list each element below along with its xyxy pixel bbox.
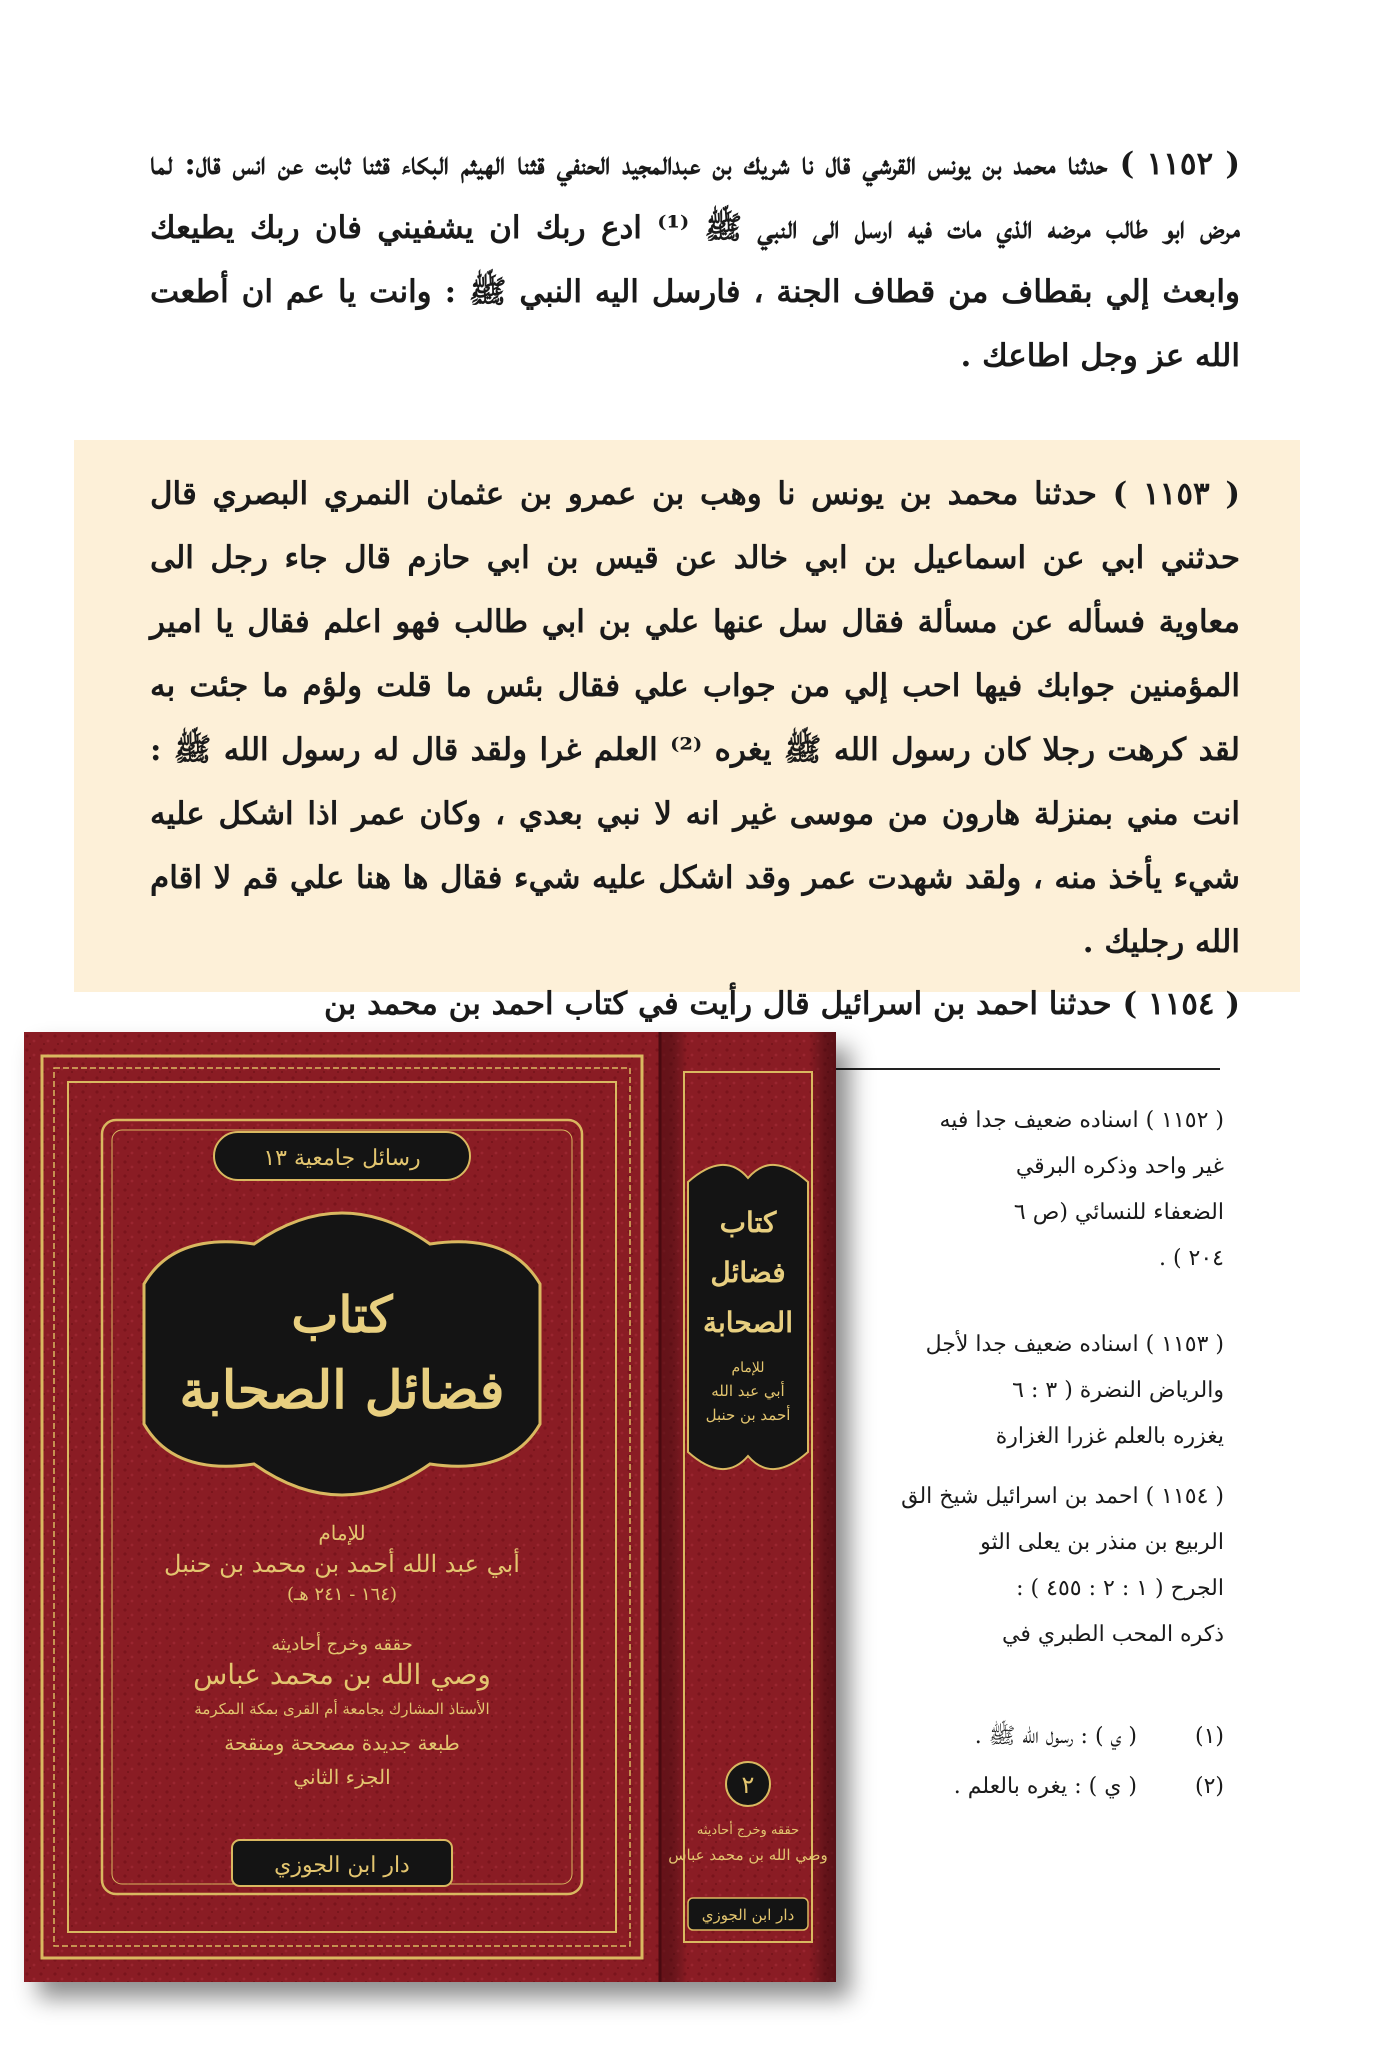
- footnote-line: الضعفاء للنسائي (ص ٦: [1013, 1200, 1224, 1225]
- footnote-line: الربيع بن منذر بن يعلى الثو: [980, 1530, 1224, 1555]
- spine-volume: ٢: [741, 1771, 755, 1799]
- note-text: ( ي ) : يغره بالعلم .: [953, 1774, 1137, 1799]
- cover-title-1: كتاب: [291, 1285, 393, 1344]
- hadith-1153: ( ١١٥٣ ) حدثنا محمد بن يونس نا وهب بن عمرو بن عثمان النمري البصري قال حدثني ابي عن اسماعيل بن ابي خالد عن قيس بن ابي حازم قال جاء رجل الى معاوية فسأله عن مسألة فقال سل عنها علي بن ابي طالب فهو اعلم فقال يا امير المؤمنين جوابك فيها احب إلي من جواب علي فقال بئس ما قلت ولؤم ما جئت به لقد كرهت رجلا كان رسول الله ﷺ يغره ⁽²⁾ العلم غرا ولقد قال له رسول الله ﷺ : انت مني بمنزلة هارون من موسى غير انه لا نبي بعدي ، وكان عمر اذا اشكل عليه شيء يأخذ منه ، ولقد شهدت عمر وقد اشكل عليه شيء فقال ها هنا علي قم لا اقام الله رجليك .: [150, 476, 1240, 960]
- footnote-line: يغزره بالعلم غزرا الغزارة: [995, 1424, 1224, 1449]
- editor-name: وصي الله بن محمد عباس: [193, 1658, 491, 1691]
- spine-title-3: الصحابة: [702, 1306, 794, 1339]
- note-number: (١): [1194, 1724, 1224, 1749]
- footnote-line: ( ١١٥٤ ) احمد بن اسرائيل شيخ الق: [901, 1484, 1224, 1509]
- footnote-1152: [804, 1098, 1224, 1282]
- footnote-1153: [804, 1322, 1224, 1460]
- part-label: الجزء الثاني: [293, 1765, 391, 1789]
- hadith-1152: ( ١١٥٢ ) حدثنا محمد بن يونس القرشي قال نا شريك بن عبدالمجيد الحنفي قثنا الهيثم البكاء قثنا ثابت عن انس قال: لما مرض ابو طالب مرضه الذي مات فيه ارسل الى النبي ﷺ ⁽¹⁾ ادع ربك ان يشفيني فان ربك يطيعك وابعث إلي بقطاف من قطاف الجنة ، فارسل اليه النبي ﷺ : وانت يا عم ان أطعت الله عز وجل اطاعك .: [150, 146, 1240, 374]
- author-dates: (١٦٤ - ٢٤١ هـ): [286, 1584, 398, 1605]
- note-2: [804, 1762, 1224, 1812]
- spine-author-1: أبي عبد الله: [711, 1382, 785, 1400]
- footnote-line: ٢٠٤ ) .: [1158, 1246, 1224, 1271]
- spine-author-2: أحمد بن حنبل: [705, 1406, 791, 1424]
- book-cover-image: [24, 1032, 836, 1982]
- spine-imam: للإمام: [731, 1360, 765, 1376]
- author-name: أبي عبد الله أحمد بن محمد بن حنبل: [164, 1550, 520, 1578]
- editor-label: حققه وخرج أحاديثه: [271, 1634, 413, 1655]
- publisher-label: دار ابن الجوزي: [274, 1853, 410, 1878]
- spine-editor-label: حققه وخرج أحاديثه: [696, 1823, 800, 1838]
- footnote-notes: [804, 1712, 1224, 1812]
- note-1: [804, 1712, 1224, 1762]
- footnote-line: ذكره المحب الطبري في: [1002, 1622, 1224, 1647]
- note-text: ( ي ) : رسول الله ﷺ .: [974, 1724, 1137, 1749]
- footnote-1154: [804, 1474, 1224, 1658]
- footnote-divider: [820, 1068, 1220, 1070]
- edition-label: طبعة جديدة مصححة ومنقحة: [224, 1731, 460, 1755]
- footnote-line: والرياض النضرة ( ٣ : ٦: [1012, 1378, 1224, 1403]
- imam-label: للإمام: [318, 1521, 366, 1545]
- footnote-line: ( ١١٥٢ ) اسناده ضعيف جدا فيه: [939, 1108, 1224, 1133]
- footnote-line: الجرح ( ١ : ٢ : ٤٥٥ ) :: [1016, 1576, 1224, 1601]
- cover-title-2: فضائل الصحابة: [179, 1360, 505, 1421]
- hadith-1154: ( ١١٥٤ ) حدثنا احمد بن اسرائيل قال رأيت في كتاب احمد بن محمد بن: [324, 986, 1240, 1022]
- series-label: رسائل جامعية ١٣: [263, 1146, 421, 1171]
- spine-title-1: كتاب: [719, 1206, 777, 1239]
- note-number: (٢): [1194, 1774, 1224, 1799]
- footnote-line: ( ١١٥٣ ) اسناده ضعيف جدا لأجل: [925, 1332, 1224, 1357]
- title-panel: [144, 1213, 540, 1495]
- spine-publisher: دار ابن الجوزي: [701, 1906, 795, 1924]
- spine-title-2: فضائل: [710, 1256, 786, 1289]
- book-cover-svg: [24, 1032, 836, 1982]
- spine-editor: وصي الله بن محمد عباس: [668, 1846, 828, 1864]
- footnote-line: غير واحد وذكره البرقي: [1015, 1154, 1224, 1179]
- editor-title: الأستاذ المشارك بجامعة أم القرى بمكة المكرمة: [194, 1700, 490, 1718]
